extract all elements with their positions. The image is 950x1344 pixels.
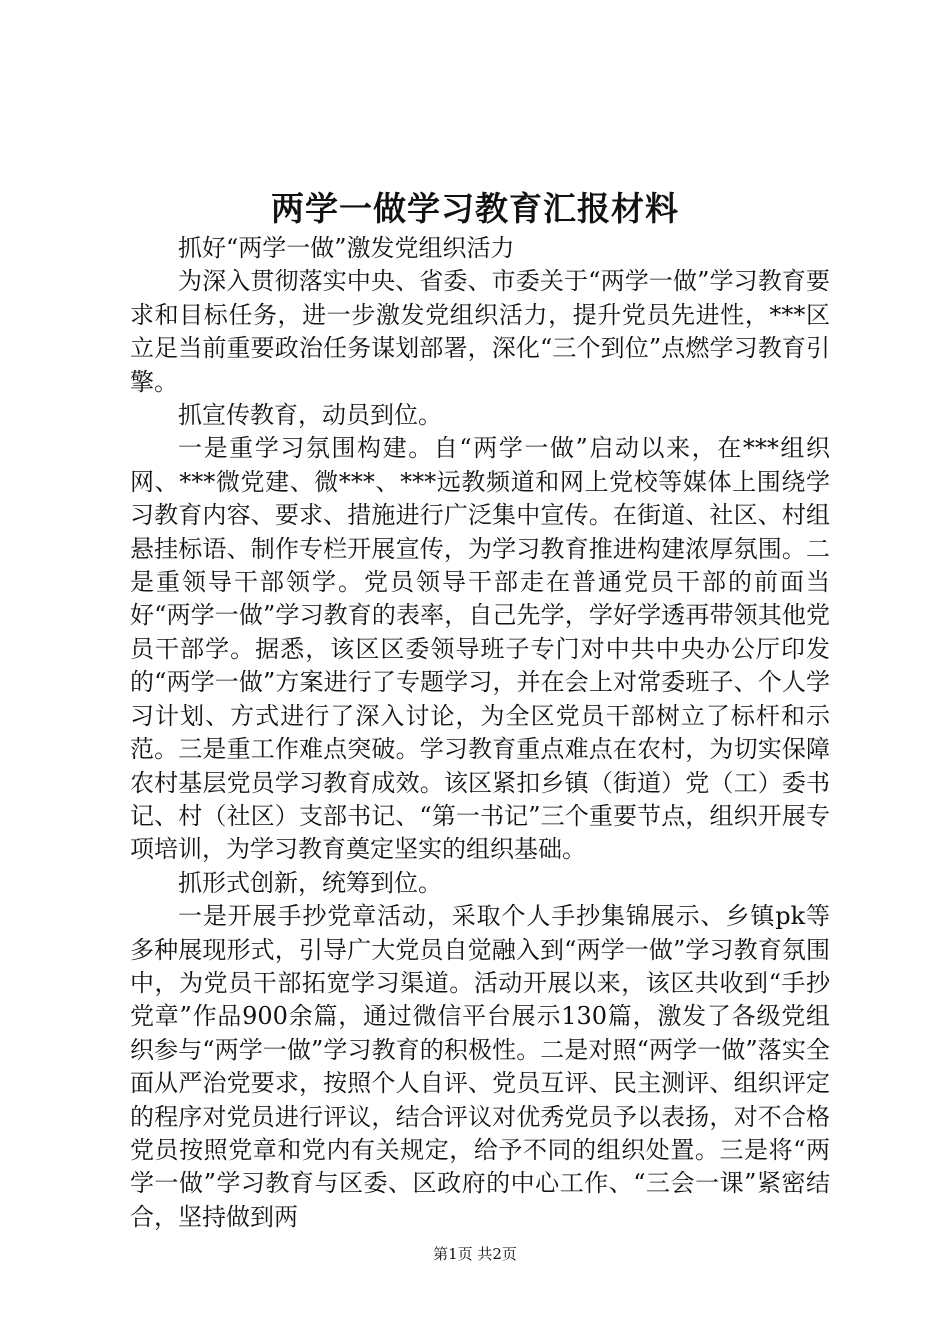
paragraph-heading-publicity: 抓宣传教育，动员到位。 [178,401,442,430]
paragraph-publicity-body: 一是重学习氛围构建。自“两学一做”启动以来，在***组织网、***微党建、微***、***远教频道和网上党校等媒体上围绕学习教育内容、要求、措施进行广泛集中宣传。在街道、社区、村组悬挂标语、制作专栏开展宣传，为学习教育推进构建浓厚氛围。二是重领导干部领学。党员领导干部走在普通党员干部的前面当好“两学一做”学习教育的表率，自己先学，学好学透再带领其他党员干部学。据悉，该区区委领导班子专门对中共中央办公厅印发的“两学一做”方案进行了专题学习，并在会上对常委班子、个人学习计划、方式进行了深入讨论，为全区党员干部树立了标杆和示范。三是重工作难点突破。学习教育重点难点在农村，为切实保障农村基层党员学习教育成效。该区紧扣乡镇（街道）党（工）委书记、村（社区）支部书记、“第一书记”三个重要节点，组织开展专项培训，为学习教育奠定坚实的组织基础。 [130,434,830,864]
paragraph-subtitle: 抓好“两学一做”激发党组织活力 [178,234,515,262]
document-body [130,232,830,1234]
paragraph-heading-innovation: 抓形式创新，统筹到位。 [178,868,442,897]
paragraph-innovation-body: 一是开展手抄党章活动，采取个人手抄集锦展示、乡镇pk等多种展现形式，引导广大党员自觉融入到“两学一做”学习教育氛围中，为党员干部拓宽学习渠道。活动开展以来，该区共收到“手抄党章”作品900余篇，通过微信平台展示130篇，激发了各级党组织参与“两学一做”学习教育的积极性。二是对照“两学一做”落实全面从严治党要求，按照个人自评、党员互评、民主测评、组织评定的程序对党员进行评议，结合评议对优秀党员予以表扬，对不合格党员按照党章和党内有关规定，给予不同的组织处置。三是将“两学一做”学习教育与区委、区政府的中心工作、“三会一课”紧密结合，坚持做到两 [130,902,830,1231]
page-number-footer: 第1页 共2页 [433,1245,517,1263]
paragraph-intro: 为深入贯彻落实中央、省委、市委关于“两学一做”学习教育要求和目标任务，进一步激发党组织活力，提升党员先进性，***区立足当前重要政治任务谋划部署，深化“三个到位”点燃学习教育引擎。 [130,267,830,396]
document-title: 两学一做学习教育汇报材料 [271,189,679,228]
